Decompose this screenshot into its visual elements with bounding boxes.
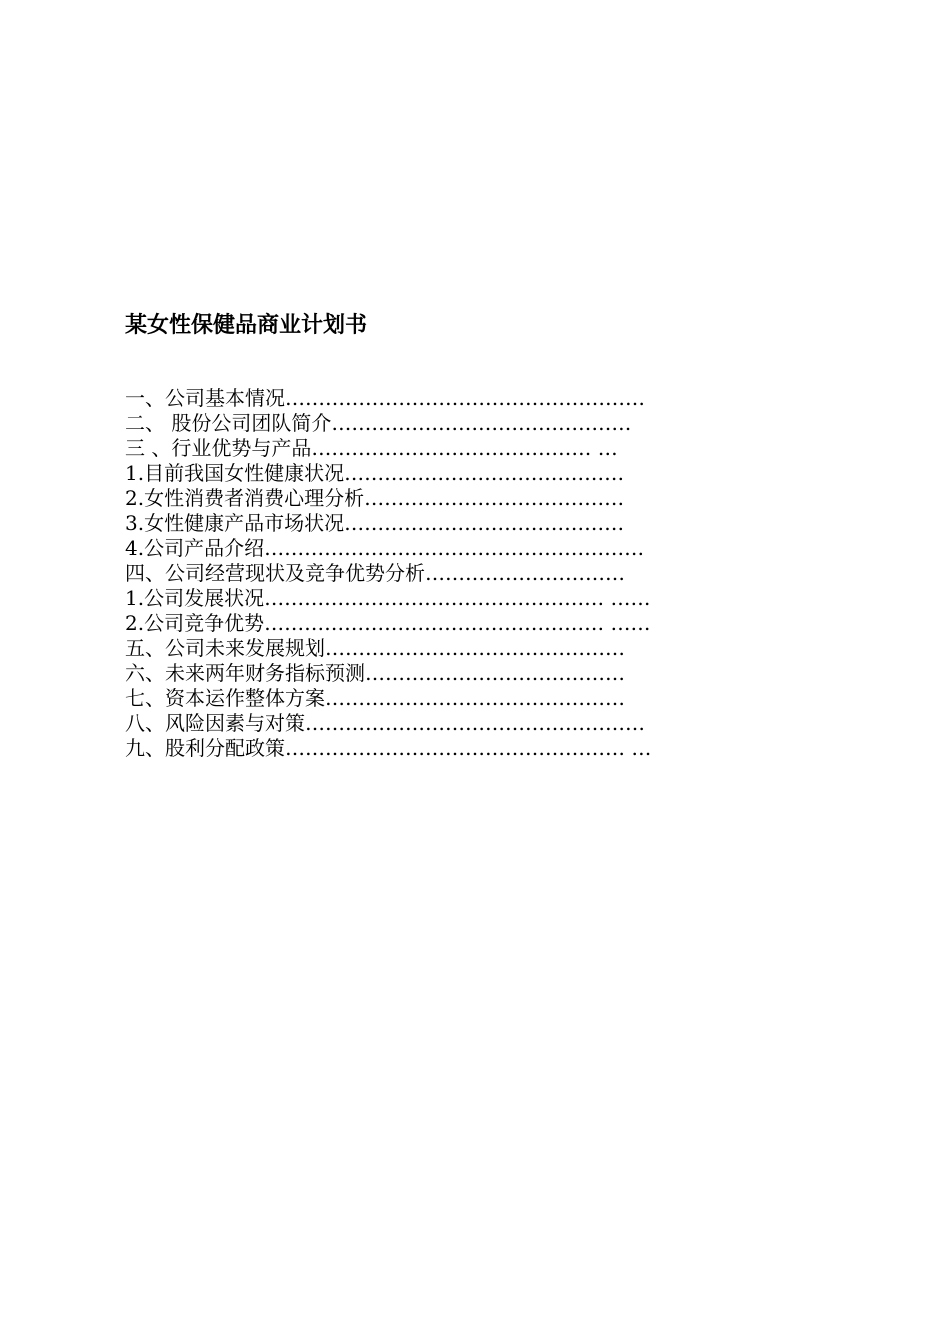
toc-line: 四、公司经营现状及竞争优势分析………………………… (125, 561, 625, 585)
toc-line: 九、股利分配政策…………………………………………… … (125, 736, 652, 760)
toc-line: 2.女性消费者消费心理分析………………………………… (125, 486, 625, 510)
table-of-contents (125, 386, 651, 761)
toc-line: 三 、行业优势与产品…………………………………… … (125, 436, 618, 460)
toc-line: 五、公司未来发展规划……………………………………… (125, 636, 625, 660)
toc-line: 一、公司基本情况……………………………………………… (125, 386, 645, 410)
toc-line: 2.公司竞争优势…………………………………………… …… (125, 611, 651, 635)
toc-line: 1.公司发展状况…………………………………………… …… (125, 586, 651, 610)
toc-line: 3.女性健康产品市场状况…………………………………… (125, 511, 625, 535)
toc-line: 1.目前我国女性健康状况…………………………………… (125, 461, 625, 485)
toc-line: 七、资本运作整体方案……………………………………… (125, 686, 625, 710)
toc-line: 六、未来两年财务指标预测………………………………… (125, 661, 625, 685)
toc-line: 4.公司产品介绍………………………………………………… (125, 536, 645, 560)
document-title: 某女性保健品商业计划书 (125, 313, 368, 338)
toc-line: 八、风险因素与对策…………………………………………… (125, 711, 645, 735)
toc-line: 二、 股份公司团队简介……………………………………… (125, 411, 632, 435)
